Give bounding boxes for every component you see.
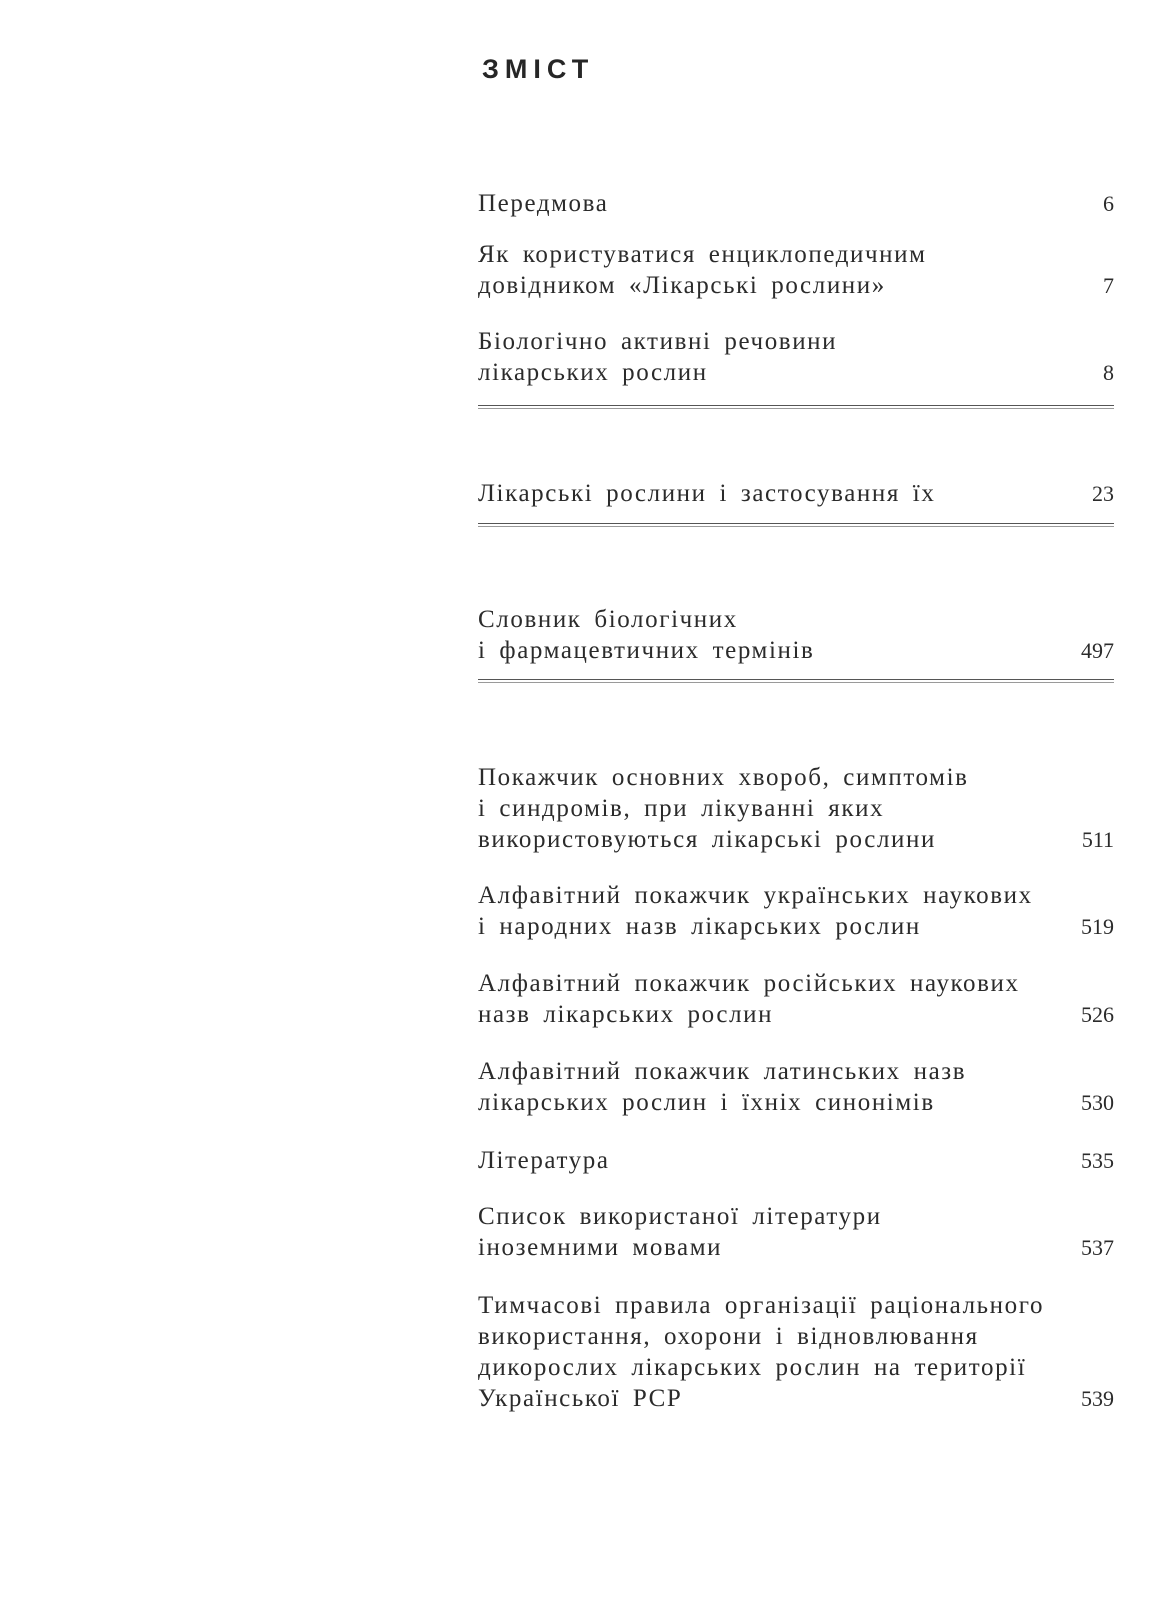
toc-entry-title: Словник біологічних і фармацевтичних термінів: [478, 606, 815, 664]
toc-entry-literature[interactable]: [478, 1145, 1114, 1176]
toc-entry-ukrainian-index[interactable]: [478, 880, 1114, 942]
toc-entry-how-to-use[interactable]: [478, 239, 1114, 301]
toc-entry-temporary-rules[interactable]: [478, 1290, 1114, 1414]
toc-entry-title: Список використаної літератури іноземними мовами: [478, 1203, 882, 1261]
toc-entry-preface[interactable]: [478, 188, 1114, 219]
toc-entry-page: 537: [1081, 1235, 1114, 1260]
toc-entry-title: Алфавітний покажчик латинських назв лікарських рослин і їхніх синонімів: [478, 1058, 967, 1116]
toc-entry-title: Покажчик основних хвороб, симптомів і синдромів, при лікуванні яких використовуються лікарські рослини: [478, 764, 969, 853]
toc-entry-latin-index[interactable]: [478, 1056, 1114, 1118]
toc-entry-russian-index[interactable]: [478, 968, 1114, 1030]
toc-entry-title: Тимчасові правила організації раціонального використання, охорони і відновлювання дикорослих лікарських рослин на території Української РСР: [478, 1292, 1045, 1412]
toc-entry-title: Література: [478, 1147, 610, 1174]
toc-entry-title: Лікарські рослини і застосування їх: [478, 480, 936, 507]
section-divider: [478, 405, 1114, 406]
toc-entry-page: 511: [1081, 827, 1114, 852]
toc-entry-title: Алфавітний покажчик українських наукових і народних назв лікарських рослин: [478, 882, 1033, 940]
toc-entry-page: 23: [1092, 481, 1114, 506]
toc-entry-page: 535: [1081, 1148, 1114, 1173]
toc-entry-title: Алфавітний покажчик російських наукових назв лікарських рослин: [478, 970, 1020, 1028]
toc-entry-page: 497: [1081, 638, 1114, 663]
toc-entry-glossary[interactable]: [478, 604, 1114, 666]
section-divider: [478, 523, 1114, 524]
toc-entry-page: 539: [1081, 1386, 1114, 1411]
toc-entry-page: 519: [1081, 914, 1114, 939]
toc-entry-medicinal-plants[interactable]: [478, 478, 1114, 509]
page-title: ЗМІСТ: [482, 54, 595, 84]
toc-entry-page: 6: [1103, 191, 1114, 216]
toc-entry-page: 530: [1081, 1090, 1114, 1115]
section-divider: [478, 679, 1114, 680]
toc-entry-page: 526: [1081, 1002, 1114, 1027]
toc-entry-title: Як користуватися енциклопедичним довідником «Лікарські рослини»: [478, 241, 927, 299]
toc-entry-foreign-literature[interactable]: [478, 1201, 1114, 1263]
toc-entry-page: 7: [1103, 273, 1114, 298]
toc-entry-page: 8: [1103, 360, 1114, 385]
toc-entry-disease-index[interactable]: [478, 762, 1114, 855]
toc-entry-active-substances[interactable]: [478, 326, 1114, 388]
toc-entry-title: Передмова: [478, 190, 609, 217]
toc-entry-title: Біологічно активні речовини лікарських рослин: [478, 328, 838, 386]
